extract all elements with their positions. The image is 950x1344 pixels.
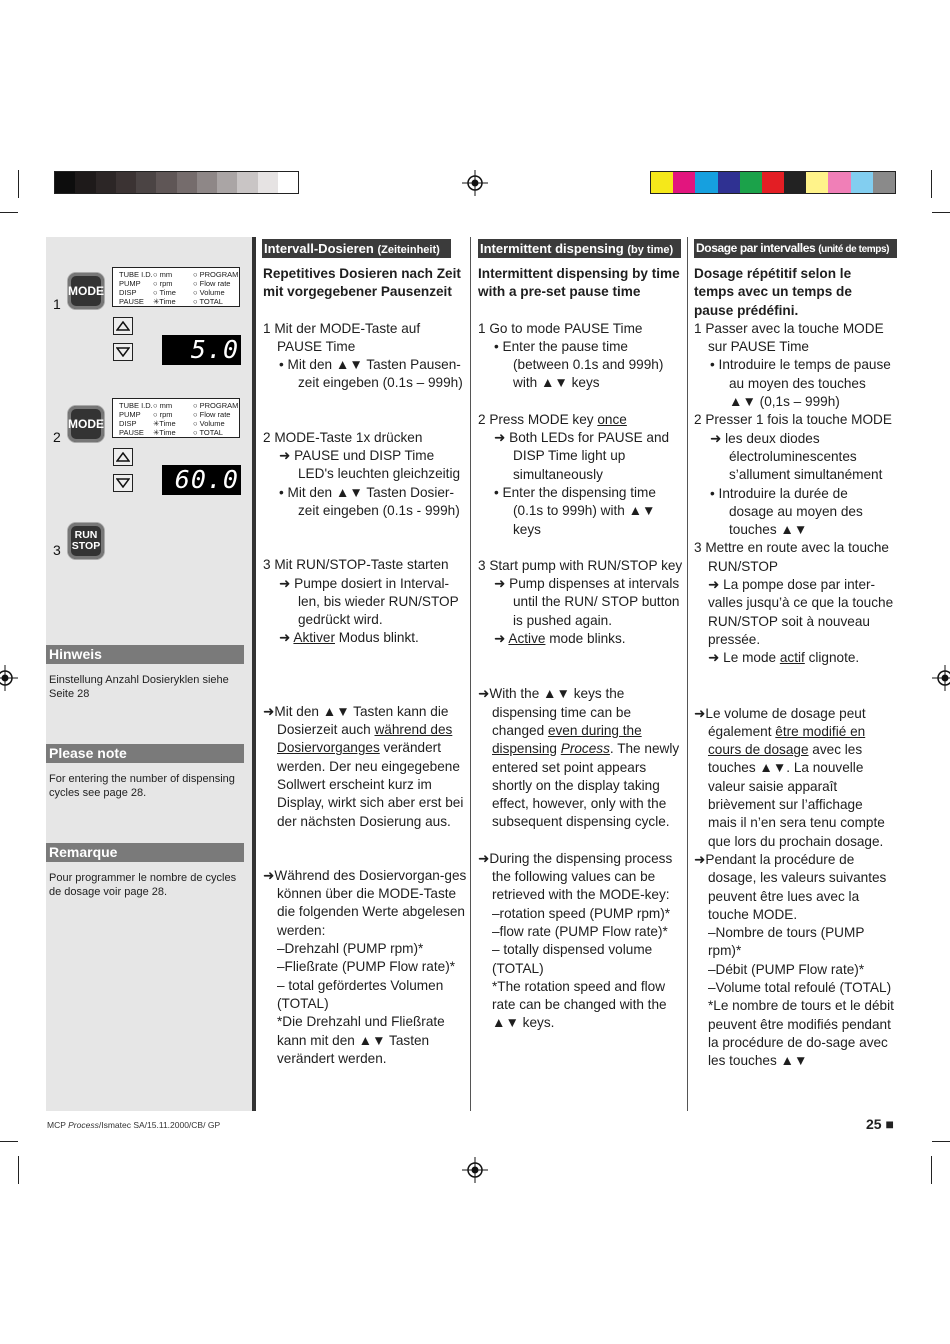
registration-mark-icon [462,170,488,196]
panel-label: PUMP [119,279,141,288]
crop-mark [18,1156,19,1184]
triangle-up-icon [116,452,130,462]
down-arrow-button[interactable] [113,474,133,492]
note-text: Pour programmer le nombre de cycles de dosage voir page 28. [49,872,237,898]
color-swatch [673,172,695,193]
panel-label: PROGRAM [199,270,239,279]
lcd-display: 60.0 [162,465,241,495]
up-arrow-button[interactable] [113,317,133,335]
heading-text: Intermittent dispensing [480,241,624,256]
step-text: 2 MODE-Taste 1x drücken [263,429,423,445]
run-label: RUN [74,529,98,541]
panel-label: PUMP [119,410,141,419]
up-arrow-button[interactable] [113,448,133,466]
panel-label: Flow rate [199,279,231,288]
heading-text: Intervall-Dosieren [264,241,374,256]
step-number: 2 [53,429,61,445]
underlined-word: Aktiver [293,630,335,646]
english-column [478,265,684,1033]
paragraph: ➜During the dispensing process the following values can be retrieved with the MODE-key: [478,850,673,903]
color-swatch [695,172,717,193]
step-detail: • Mit den ▲▼ Tasten Pausen-zeit eingeben (0.1s – 999h) [279,357,463,391]
panel-label: mm [159,270,173,279]
panel-label: PAUSE [119,297,144,306]
panel-label: DISP [119,419,137,428]
status-panel: TUBE I.D. PUMP DISP PAUSE ○ mm ○ rpm ○ Time ✳Time ○ PROGRAM ○ Flow rate ○ Volume ○ TOTAL [112,267,240,307]
paragraph: ➜Le volume de dosage peut également être modifié en cours de dosage avec les touches ▲▼. La nouvelle valeur saisie apparaît brièvement sur l’affichage mais il n’en sera tenu compte que lors du prochain dosage. [694,705,885,849]
color-swatch [873,172,895,193]
step-detail: • Enter the pause time (between 0.1s and 999h) with ▲▼ keys [494,338,664,391]
list-item: –Nombre de tours (PUMP rpm)* [708,925,865,959]
color-swatch [217,172,237,193]
step-number: 1 [53,296,61,312]
underlined-word: Active [508,631,546,647]
panel-label: Flow rate [199,410,231,419]
panel-label: Time [159,428,176,437]
footer-credit: MCP Process/Ismatec SA/15.11.2000/CB/ GP [47,1120,221,1130]
color-swatch [96,172,116,193]
step-detail: ➜ Pumpe dosiert in Interval-len, bis wieder RUN/STOP gedrückt wird. [279,575,459,628]
step-text: 2 Presser 1 fois la touche MODE [694,412,892,428]
crop-mark [18,170,19,198]
step-text: 1 Mit der MODE-Taste auf PAUSE Time [263,320,421,354]
note-heading: Please note [46,744,244,763]
heading-text: Dosage par intervalles [696,241,816,255]
paragraph: ➜Während des Dosiervorgan-ges können über die MODE-Taste die folgenden Werte abgelesen werden: [263,867,467,938]
color-swatch [651,172,673,193]
crop-mark [0,1141,18,1142]
step-detail: ➜ Active mode blinks. [494,631,626,647]
step-text: 1 Go to mode PAUSE Time [478,320,643,336]
list-item: *The rotation speed and flow rate can be changed with the ▲▼ keys. [492,978,667,1031]
step-number: 3 [53,542,61,558]
step-text: 3 Start pump with RUN/STOP key [478,557,683,573]
panel-label: Time [159,288,176,297]
list-item: –Débit (PUMP Flow rate)* [708,961,865,977]
paragraph: ➜With the ▲▼ keys the dispensing time can be changed even during the dispensing Process. The newly entered set point appears shortly on the display taking effect, however, only with the subsequent dispensing cycle. [478,686,680,830]
column-divider [687,237,688,1111]
registration-mark-icon [0,665,18,691]
color-swatch [116,172,136,193]
panel-label: DISP [119,288,137,297]
step-detail: ➜ les deux diodes électroluminescentes s’allument simultanément [710,430,883,483]
color-swatch [740,172,762,193]
color-swatch [197,172,217,193]
color-swatch [156,172,176,193]
paragraph: ➜Pendant la procédure de dosage, les valeurs suivantes peuvent être lues avec la touche MODE. [694,851,887,922]
note-text: Einstellung Anzahl Dosieryklen siehe Seite 28 [49,674,229,700]
crop-mark [931,170,932,198]
color-swatch [75,172,95,193]
color-swatch [806,172,828,193]
lcd-display: 5.0 [162,335,241,365]
triangle-down-icon [116,347,130,357]
step-detail: ➜ Aktiver Modus blinkt. [279,630,419,646]
color-swatch [784,172,806,193]
paragraph: ➜Mit den ▲▼ Tasten kann die Dosierzeit auch während des Dosiervorganges verändert werden. Der neu eingegebene Sollwert erscheint kurz im Display, wirkt sich aber erst bei der nächsten Dosierung aus. [263,703,464,829]
panel-label: PAUSE [119,428,144,437]
list-item: – totally dispensed volume (TOTAL) [492,942,653,976]
step-detail: • Introduire la durée de dosage au moyen des touches ▲▼ [710,485,863,538]
list-item: – total gefördertes Volumen (TOTAL) [277,977,444,1011]
triangle-up-icon [116,321,130,331]
gray-calibration-strip [54,171,299,194]
column-heading-german [262,239,451,258]
registration-mark-icon [932,665,950,691]
triangle-down-icon [116,478,130,488]
run-stop-button[interactable] [68,523,104,559]
heading-subtext: (by time) [627,244,674,256]
step-text: 3 Mettre en route avec la touche RUN/STOP [694,540,889,574]
subtitle: Repetitives Dosieren nach Zeit mit vorgegebener Pausenzeit [263,266,461,300]
step-detail: • Enter the dispensing time (0.1s to 999h) with ▲▼ keys [494,484,656,537]
crop-mark [932,1141,950,1142]
color-swatch [237,172,257,193]
french-column [694,265,894,1070]
color-calibration-strip [650,171,896,194]
crop-mark [932,212,950,213]
subtitle: Intermittent dispensing by time with a pre-set pause time [478,266,680,300]
list-item: *Le nombre de tours et le débit peuvent être modifiés pendant la procédure de do-sage avec les touches ▲▼ [708,998,894,1069]
mode-button[interactable]: MODE [68,273,104,309]
panel-label: Volume [199,419,225,428]
step-text: 2 Press MODE key once [478,411,627,427]
panel-label: TOTAL [199,428,223,437]
note-heading: Hinweis [46,645,244,664]
color-swatch [55,172,75,193]
page-number: 25 ■ [866,1116,894,1132]
panel-label: rpm [159,410,173,419]
panel-label: TUBE I.D. [119,270,153,279]
note-text: For entering the number of dispensing cycles see page 28. [49,773,235,799]
step-text: 1 Passer avec la touche MODE sur PAUSE Time [694,320,884,355]
list-item: –Fließrate (PUMP Flow rate)* [277,959,456,975]
crop-mark [931,1156,932,1184]
step-text: 3 Mit RUN/STOP-Taste starten [263,557,449,573]
panel-label: TOTAL [199,297,223,306]
mode-button[interactable]: MODE [68,406,104,442]
panel-label: PROGRAM [199,401,239,410]
color-swatch [718,172,740,193]
list-item: –Volume total refoulé (TOTAL) [708,979,892,995]
list-item: –Drehzahl (PUMP rpm)* [277,941,424,957]
step-detail: ➜ Both LEDs for PAUSE and DISP Time light up simultaneously [494,430,670,482]
color-swatch [278,172,298,193]
step-detail: • Introduire le temps de pause au moyen des touches ▲▼ (0,1s – 999h) [710,357,891,410]
panel-label: Time [159,419,176,428]
step-detail: ➜ Le mode actif clignote. [708,650,860,666]
color-swatch [177,172,197,193]
list-item: –rotation speed (PUMP rpm)* [492,905,671,921]
underlined-word: actif [779,650,805,666]
german-column [263,265,468,1068]
panel-label: Volume [199,288,225,297]
crop-mark [0,212,18,213]
color-swatch [136,172,156,193]
panel-label: mm [159,401,173,410]
step-detail: ➜ La pompe dose par inter-valles jusqu’à ce que la touche RUN/STOP soit à nouveau pressée. [708,577,894,647]
column-heading-english [478,239,681,258]
heading-subtext: (Zeiteinheit) [377,244,440,256]
subtitle: Dosage répétitif selon le temps avec un temps de pause prédéfini. [694,266,852,318]
note-heading: Remarque [46,843,244,862]
registration-mark-icon [462,1157,488,1183]
panel-label: TUBE I.D. [119,401,153,410]
column-heading-french [694,239,897,258]
column-divider [252,237,256,1111]
color-swatch [258,172,278,193]
column-divider [470,237,471,1111]
stop-label: STOP [71,540,101,552]
panel-label: Time [159,297,176,306]
list-item: *Die Drehzahl und Fließrate kann mit den ▲▼ Tasten verändert werden. [277,1014,445,1066]
color-swatch [762,172,784,193]
step-detail: • Mit den ▲▼ Tasten Dosier-zeit eingeben (0.1s - 999h) [279,484,460,518]
down-arrow-button[interactable] [113,343,133,361]
list-item: –flow rate (PUMP Flow rate)* [492,923,668,939]
status-panel: TUBE I.D. PUMP DISP PAUSE ○ mm ○ rpm ✳Time ✳Time ○ PROGRAM ○ Flow rate ○ Volume ○ TOTAL [112,398,240,438]
heading-subtext: (unité de temps) [818,244,890,255]
step-detail: ➜ Pump dispenses at intervals until the RUN/ STOP button is pushed again. [494,576,680,628]
step-detail: ➜ PAUSE und DISP Time LED's leuchten gleichzeitig [279,448,461,482]
color-swatch [828,172,850,193]
color-swatch [851,172,873,193]
panel-label: rpm [159,279,173,288]
